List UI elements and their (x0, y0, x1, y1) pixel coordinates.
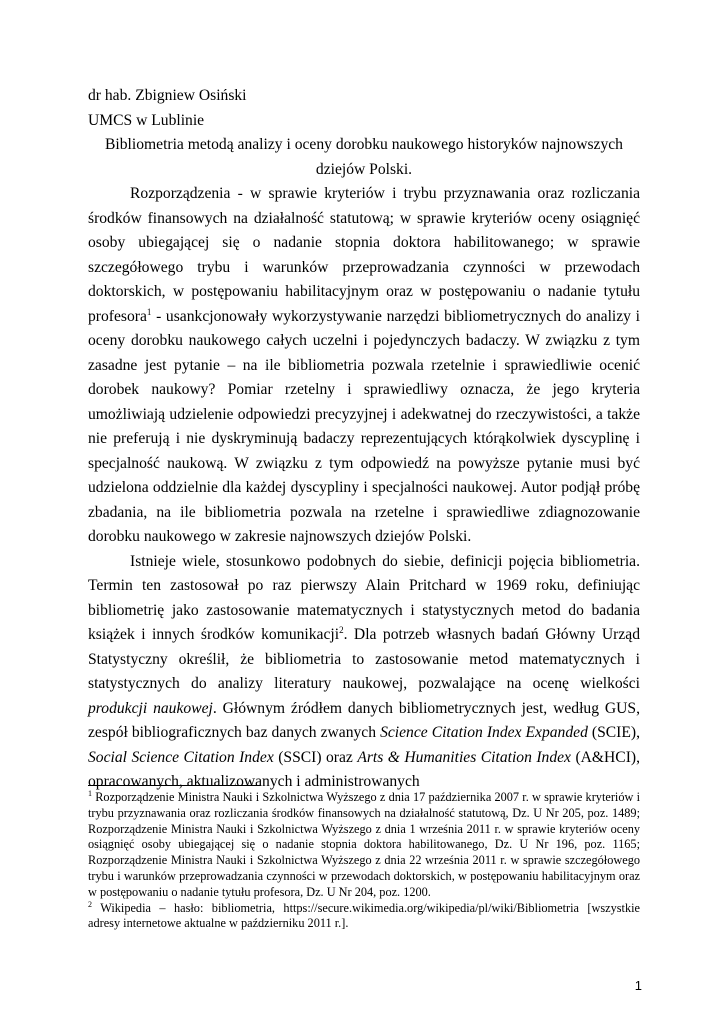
italic-term-ahci: Arts & Humanities Citation Index (357, 748, 571, 766)
footnote-2 (88, 901, 640, 933)
main-text (88, 84, 640, 795)
italic-term-ssci: Social Science Citation Index (88, 748, 274, 766)
footnote-separator (88, 785, 260, 786)
author-institution: UMCS w Lublinie (88, 111, 205, 129)
footnote-1 (88, 790, 640, 901)
footnote-2-text: Wikipedia – hasło: bibliometria, https://secure.wikimedia.org/wikipedia/pl/wiki/Bibliometria [wszystkie adresy internetowe aktualne w październiku 2011 r.]. (88, 900, 640, 931)
paragraph-2-part-a: Istnieje wiele, stosunkowo podobnych do siebie, definicji pojęcia bibliometria. Termin ten zastosował po raz pierwszy Alain Pritchard w 1969 roku, definiując bibliometrię jako zastosowanie matematycznych i statystycznych metod do badania książek i innych środków komunikacji (88, 552, 640, 643)
paragraph-1-part-a: Rozporządzenia - w sprawie kryteriów i trybu przyznawania oraz rozliczania środków finansowych na działalność statutową; w sprawie kryteriów oceny osiągnięć osoby ubiegającej się o nadanie stopnia doktora habilitowanego; w sprawie szczegółowego trybu i warunków przeprowadzania czynności w przewodach doktorskich, w postępowaniu habilitacyjnym oraz w postępowaniu o nadanie tytułu profesora (88, 185, 640, 325)
footnote-1-text: Rozporządzenie Ministra Nauki i Szkolnictwa Wyższego z dnia 17 października 2007 r. w sprawie kryteriów i trybu przyznawania oraz rozliczania środków finansowych na działalność statutową, Dz. U Nr 205, poz. 1489; Rozporządzenie Ministra Nauki i Szkolnictwa Wyższego z dnia 1 września 2011 r. w sprawie kryteriów oceny osiągnięć osoby ubiegającej się o nadanie stopnia doktora habilitowanego, Dz. U Nr 196, poz. 1165; Rozporządzenie Ministra Nauki i Szkolnictwa Wyższego z dnia 22 września 2011 r. w sprawie szczegółowego trybu i warunków przeprowadzania czynności w przewodach doktorskich, w postępowaniu habilitacyjnym oraz w postępowaniu o nadanie tytułu profesora, Dz. U Nr 204, poz. 1200. (88, 790, 640, 899)
paragraph-2-part-e: (SSCI) oraz (273, 748, 358, 766)
page-number: 1 (634, 978, 642, 993)
italic-term-produkcji: produkcji naukowej (88, 699, 213, 717)
paragraph-2-part-d: (SCIE), (587, 724, 640, 741)
document-title: Bibliometria metodą analizy i oceny dorobku naukowego historyków najnowszych dziejów Polski. (105, 136, 623, 178)
paragraph-1-part-b: - usankcjonowały wykorzystywanie narzędzi bibliometrycznych do analizy i oceny dorobku naukowego całych uczelni i pojedynczych badaczy. W związku z tym zasadne jest pytanie – na ile bibliometria pozwala rzetelnie i sprawiedliwie ocenić dorobek naukowy? Pomiar rzetelny i sprawiedliwy oznacza, że jego kryteria umożliwiają udzielenie odpowiedzi precyzyjnej i adekwatnej do rzeczywistości, a także nie preferują i nie dyskryminują badaczy reprezentujących którąkolwiek dyscyplinę i specjalność naukową. W związku z tym odpowiedź na powyższe pytanie musi być udzielona oddzielnie dla każdej dyscypliny i specjalności naukowej. Autor podjął próbę zbadania, na ile bibliometria pozwala na rzetelne i sprawiedliwe zdiagnozowanie dorobku naukowego w zakresie najnowszych dziejów Polski. (88, 307, 640, 545)
author-name: dr hab. Zbigniew Osiński (88, 87, 247, 104)
paragraph-1 (88, 182, 640, 550)
italic-term-scie: Science Citation Index Expanded (380, 724, 588, 741)
paragraph-2 (88, 550, 640, 795)
paragraph-2-part-c: . Głównym źródłem danych bibliometrycznych jest, według GUS, zespół bibliograficznych baz danych zwanych (88, 699, 640, 741)
footnote-1-number: 1 (88, 788, 92, 798)
footnote-ref-2[interactable]: 2 (339, 624, 344, 635)
footnote-2-number: 2 (88, 899, 92, 909)
paragraph-2-part-b: . Dla potrzeb własnych badań Główny Urząd Statystyczny określił, że bibliometria to zastosowanie metod matematycznych i statystycznych do analizy literatury naukowej, pozwalające na ocenę wielkości (88, 626, 640, 692)
footnotes (88, 790, 640, 932)
footnote-ref-1[interactable]: 1 (146, 306, 152, 317)
paragraph-2-part-f: (A&HCI), opracowanych, aktualizowanych i administrowanych (88, 748, 640, 790)
